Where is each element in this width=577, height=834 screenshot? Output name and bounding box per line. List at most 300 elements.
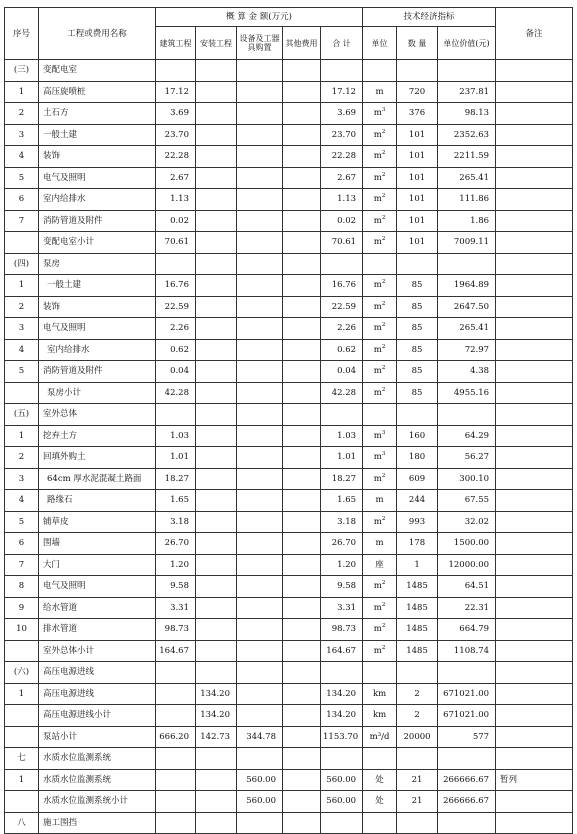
- row-name: 挖弃土方: [39, 425, 156, 447]
- unit-value-cell: 98.13: [438, 103, 496, 125]
- empty-cell: [283, 748, 321, 770]
- row-name: 土石方: [39, 103, 156, 125]
- qty-cell: 376: [397, 103, 438, 125]
- row-number: [5, 640, 39, 662]
- building-cell: 2.26: [156, 318, 196, 340]
- row-name: 一般土建: [39, 124, 156, 146]
- unit-value-cell: 300.10: [438, 468, 496, 490]
- install-cell: [196, 511, 237, 533]
- remark-cell: [496, 640, 573, 662]
- qty-cell: 101: [397, 189, 438, 211]
- building-cell: [156, 791, 196, 813]
- other-cell: [283, 382, 321, 404]
- total-cell: 1.65: [321, 490, 363, 512]
- total-cell: 1153.70: [321, 726, 363, 748]
- row-name: 室外总体小计: [39, 640, 156, 662]
- unit-cell: [363, 124, 397, 146]
- unit-exponent: 2: [381, 236, 386, 243]
- remark-cell: 暂列: [496, 769, 573, 791]
- building-cell: 164.67: [156, 640, 196, 662]
- table-row: [5, 597, 573, 619]
- building-cell: 0.04: [156, 361, 196, 383]
- row-number: 七: [5, 748, 39, 770]
- remark-cell: [496, 232, 573, 254]
- building-cell: 16.76: [156, 275, 196, 297]
- table-row: [5, 640, 573, 662]
- total-cell: 3.69: [321, 103, 363, 125]
- row-name: 高压旋喷桩: [39, 81, 156, 103]
- remark-cell: [496, 167, 573, 189]
- empty-cell: [321, 253, 363, 275]
- equip-cell: [237, 167, 283, 189]
- row-number: 6: [5, 189, 39, 211]
- install-cell: [196, 146, 237, 168]
- equip-cell: [237, 232, 283, 254]
- building-cell: 42.28: [156, 382, 196, 404]
- table-row: [5, 210, 573, 232]
- row-number: 1: [5, 81, 39, 103]
- empty-cell: [196, 60, 237, 82]
- equip-cell: [237, 146, 283, 168]
- unit-value-cell: 266666.67: [438, 791, 496, 813]
- row-number: 8: [5, 576, 39, 598]
- row-name: 水质水位监测系统: [39, 748, 156, 770]
- unit-cell: [363, 296, 397, 318]
- remark-cell: [496, 705, 573, 727]
- section-row: [5, 662, 573, 684]
- other-cell: [283, 705, 321, 727]
- unit-cell: [363, 189, 397, 211]
- install-cell: [196, 339, 237, 361]
- unit-text: m: [373, 194, 382, 205]
- table-row: [5, 705, 573, 727]
- empty-cell: [156, 748, 196, 770]
- install-cell: [196, 640, 237, 662]
- unit-value-cell: 266666.67: [438, 769, 496, 791]
- remark-cell: [496, 490, 573, 512]
- table-row: [5, 318, 573, 340]
- row-number: [5, 791, 39, 813]
- building-cell: 1.01: [156, 447, 196, 469]
- equip-cell: [237, 339, 283, 361]
- header-other: 其他费用: [283, 27, 321, 60]
- table-row: [5, 511, 573, 533]
- equip-cell: [237, 103, 283, 125]
- table-row: [5, 103, 573, 125]
- building-cell: 1.03: [156, 425, 196, 447]
- remark-cell: [496, 318, 573, 340]
- unit-cell: [363, 769, 397, 791]
- row-name: 装饰: [39, 296, 156, 318]
- unit-cell: [363, 339, 397, 361]
- row-number: 2: [5, 103, 39, 125]
- unit-text: m: [373, 387, 382, 398]
- unit-value-cell: 2352.63: [438, 124, 496, 146]
- row-number: 1: [5, 425, 39, 447]
- row-number: 5: [5, 167, 39, 189]
- building-cell: 18.27: [156, 468, 196, 490]
- header-total: 合 计: [321, 27, 363, 60]
- unit-cell: [363, 275, 397, 297]
- install-cell: [196, 275, 237, 297]
- qty-cell: 20000: [397, 726, 438, 748]
- equip-cell: [237, 81, 283, 103]
- empty-cell: [237, 748, 283, 770]
- unit-text: 处: [375, 774, 384, 785]
- row-number: 3: [5, 318, 39, 340]
- unit-cell: [363, 640, 397, 662]
- other-cell: [283, 726, 321, 748]
- row-name: 施工围挡: [39, 812, 156, 834]
- total-cell: 0.02: [321, 210, 363, 232]
- building-cell: 23.70: [156, 124, 196, 146]
- qty-cell: 609: [397, 468, 438, 490]
- qty-cell: 2: [397, 683, 438, 705]
- unit-text: m: [373, 366, 382, 377]
- unit-text: m: [373, 108, 382, 119]
- total-cell: 134.20: [321, 705, 363, 727]
- total-cell: 0.04: [321, 361, 363, 383]
- qty-cell: 21: [397, 791, 438, 813]
- row-number: 1: [5, 683, 39, 705]
- total-cell: 18.27: [321, 468, 363, 490]
- unit-exponent: 3: [381, 429, 386, 436]
- row-number: 5: [5, 361, 39, 383]
- equip-cell: [237, 597, 283, 619]
- total-cell: 3.18: [321, 511, 363, 533]
- total-cell: 2.67: [321, 167, 363, 189]
- unit-cell: [363, 361, 397, 383]
- unit-value-cell: 32.02: [438, 511, 496, 533]
- install-cell: [196, 533, 237, 555]
- row-name: 室内给排水: [39, 189, 156, 211]
- table-row: [5, 447, 573, 469]
- install-cell: [196, 619, 237, 641]
- unit-value-cell: 671021.00: [438, 705, 496, 727]
- building-cell: 0.62: [156, 339, 196, 361]
- install-cell: [196, 361, 237, 383]
- building-cell: [156, 769, 196, 791]
- row-name: 64cm 厚水泥混凝土路面: [39, 468, 156, 490]
- header-remark: 备注: [496, 8, 573, 60]
- row-name: 室外总体: [39, 404, 156, 426]
- qty-cell: 993: [397, 511, 438, 533]
- row-number: 7: [5, 554, 39, 576]
- unit-cell: [363, 382, 397, 404]
- qty-cell: 1485: [397, 640, 438, 662]
- unit-value-cell: 1.86: [438, 210, 496, 232]
- empty-cell: [321, 60, 363, 82]
- total-cell: 22.59: [321, 296, 363, 318]
- unit-text: m: [373, 215, 382, 226]
- qty-cell: 1485: [397, 597, 438, 619]
- header-building: 建筑工程: [156, 27, 196, 60]
- unit-exponent: 2: [381, 171, 386, 178]
- empty-cell: [496, 253, 573, 275]
- building-cell: 3.69: [156, 103, 196, 125]
- table-row: [5, 339, 573, 361]
- unit-value-cell: 577: [438, 726, 496, 748]
- building-cell: [156, 683, 196, 705]
- table-row: [5, 791, 573, 813]
- row-name: 排水管道: [39, 619, 156, 641]
- row-name: 电气及照明: [39, 576, 156, 598]
- unit-text: m³/d: [369, 731, 390, 742]
- equip-cell: [237, 447, 283, 469]
- unit-value-cell: 1964.89: [438, 275, 496, 297]
- other-cell: [283, 296, 321, 318]
- table-row: [5, 576, 573, 598]
- other-cell: [283, 619, 321, 641]
- empty-cell: [397, 404, 438, 426]
- remark-cell: [496, 296, 573, 318]
- qty-cell: 101: [397, 167, 438, 189]
- remark-cell: [496, 468, 573, 490]
- other-cell: [283, 167, 321, 189]
- qty-cell: 178: [397, 533, 438, 555]
- remark-cell: [496, 726, 573, 748]
- row-name: 装饰: [39, 146, 156, 168]
- row-number: [5, 232, 39, 254]
- other-cell: [283, 533, 321, 555]
- unit-exponent: 2: [381, 300, 386, 307]
- section-row: [5, 748, 573, 770]
- unit-cell: [363, 146, 397, 168]
- unit-text: km: [372, 688, 387, 699]
- total-cell: 1.20: [321, 554, 363, 576]
- install-cell: [196, 103, 237, 125]
- header-amount: 概 算 金 额(万元): [156, 8, 363, 27]
- section-row: [5, 404, 573, 426]
- unit-text: m: [373, 151, 382, 162]
- building-cell: 3.31: [156, 597, 196, 619]
- unit-value-cell: 56.27: [438, 447, 496, 469]
- table-row: [5, 361, 573, 383]
- table-row: [5, 275, 573, 297]
- empty-cell: [237, 404, 283, 426]
- building-cell: 9.58: [156, 576, 196, 598]
- empty-cell: [363, 60, 397, 82]
- building-cell: 17.12: [156, 81, 196, 103]
- unit-exponent: 3: [381, 451, 386, 458]
- equip-cell: [237, 318, 283, 340]
- row-number: 4: [5, 490, 39, 512]
- unit-text: m: [373, 323, 382, 334]
- unit-cell: [363, 318, 397, 340]
- total-cell: 560.00: [321, 791, 363, 813]
- unit-exponent: 2: [381, 193, 386, 200]
- building-cell: 22.59: [156, 296, 196, 318]
- unit-text: m: [373, 473, 382, 484]
- unit-cell: [363, 705, 397, 727]
- unit-value-cell: 64.29: [438, 425, 496, 447]
- row-number: 10: [5, 619, 39, 641]
- equip-cell: [237, 296, 283, 318]
- remark-cell: [496, 576, 573, 598]
- row-name: 回填外购土: [39, 447, 156, 469]
- empty-cell: [237, 60, 283, 82]
- empty-cell: [283, 404, 321, 426]
- equip-cell: [237, 640, 283, 662]
- row-name: 大门: [39, 554, 156, 576]
- total-cell: 0.62: [321, 339, 363, 361]
- row-name: 围墙: [39, 533, 156, 555]
- total-cell: 560.00: [321, 769, 363, 791]
- unit-exponent: 3: [381, 107, 386, 114]
- table-row: [5, 81, 573, 103]
- row-name: 消防管道及附件: [39, 210, 156, 232]
- remark-cell: [496, 382, 573, 404]
- unit-exponent: 2: [381, 386, 386, 393]
- empty-cell: [321, 662, 363, 684]
- empty-cell: [397, 662, 438, 684]
- unit-cell: [363, 511, 397, 533]
- section-row: [5, 60, 573, 82]
- row-name: 高压电源进线小计: [39, 705, 156, 727]
- unit-text: m: [373, 602, 382, 613]
- building-cell: 3.18: [156, 511, 196, 533]
- unit-cell: [363, 447, 397, 469]
- row-number: 7: [5, 210, 39, 232]
- install-cell: [196, 490, 237, 512]
- install-cell: [196, 232, 237, 254]
- install-cell: [196, 576, 237, 598]
- total-cell: 164.67: [321, 640, 363, 662]
- install-cell: [196, 124, 237, 146]
- unit-exponent: 2: [381, 365, 386, 372]
- empty-cell: [196, 662, 237, 684]
- unit-cell: [363, 576, 397, 598]
- install-cell: [196, 554, 237, 576]
- unit-text: m: [373, 237, 382, 248]
- unit-text: m: [373, 129, 382, 140]
- row-name: 路缘石: [39, 490, 156, 512]
- install-cell: [196, 318, 237, 340]
- install-cell: [196, 425, 237, 447]
- unit-text: m: [373, 301, 382, 312]
- building-cell: 2.67: [156, 167, 196, 189]
- qty-cell: 1485: [397, 619, 438, 641]
- row-name: 水质水位监测系统小计: [39, 791, 156, 813]
- total-cell: 26.70: [321, 533, 363, 555]
- empty-cell: [321, 748, 363, 770]
- unit-value-cell: 4955.16: [438, 382, 496, 404]
- row-name: 铺草皮: [39, 511, 156, 533]
- qty-cell: 85: [397, 275, 438, 297]
- unit-text: m: [373, 172, 382, 183]
- table-row: [5, 619, 573, 641]
- unit-exponent: 2: [381, 580, 386, 587]
- empty-cell: [156, 253, 196, 275]
- unit-cell: [363, 683, 397, 705]
- qty-cell: 244: [397, 490, 438, 512]
- total-cell: 22.28: [321, 146, 363, 168]
- install-cell: 134.20: [196, 683, 237, 705]
- unit-cell: [363, 468, 397, 490]
- unit-text: m: [375, 86, 384, 97]
- total-cell: 98.73: [321, 619, 363, 641]
- unit-exponent: 2: [381, 343, 386, 350]
- unit-value-cell: 664.79: [438, 619, 496, 641]
- equip-cell: [237, 490, 283, 512]
- empty-cell: [363, 748, 397, 770]
- row-number: [5, 382, 39, 404]
- unit-text: m: [373, 452, 382, 463]
- other-cell: [283, 318, 321, 340]
- qty-cell: 2: [397, 705, 438, 727]
- total-cell: 3.31: [321, 597, 363, 619]
- header-equip: 设备及工器具购置: [237, 27, 283, 60]
- equip-cell: [237, 554, 283, 576]
- unit-value-cell: 2211.59: [438, 146, 496, 168]
- row-number: 1: [5, 275, 39, 297]
- building-cell: 26.70: [156, 533, 196, 555]
- row-number: 1: [5, 769, 39, 791]
- remark-cell: [496, 210, 573, 232]
- remark-cell: [496, 511, 573, 533]
- table-row: [5, 490, 573, 512]
- building-cell: 666.20: [156, 726, 196, 748]
- row-number: (四): [5, 253, 39, 275]
- empty-cell: [196, 253, 237, 275]
- other-cell: [283, 232, 321, 254]
- remark-cell: [496, 361, 573, 383]
- unit-text: 座: [375, 559, 384, 570]
- empty-cell: [156, 662, 196, 684]
- remark-cell: [496, 275, 573, 297]
- install-cell: [196, 210, 237, 232]
- unit-exponent: 2: [381, 472, 386, 479]
- qty-cell: 101: [397, 210, 438, 232]
- unit-text: m: [373, 516, 382, 527]
- other-cell: [283, 447, 321, 469]
- building-cell: 70.61: [156, 232, 196, 254]
- unit-value-cell: 72.97: [438, 339, 496, 361]
- row-number: 4: [5, 146, 39, 168]
- row-name: 变配电室: [39, 60, 156, 82]
- row-number: 5: [5, 511, 39, 533]
- install-cell: 134.20: [196, 705, 237, 727]
- other-cell: [283, 511, 321, 533]
- equip-cell: [237, 468, 283, 490]
- header-install: 安装工程: [196, 27, 237, 60]
- row-name: 给水管道: [39, 597, 156, 619]
- unit-value-cell: 671021.00: [438, 683, 496, 705]
- estimate-table: [4, 7, 573, 834]
- unit-exponent: 2: [381, 214, 386, 221]
- equip-cell: [237, 189, 283, 211]
- row-number: 3: [5, 468, 39, 490]
- unit-text: m: [373, 344, 382, 355]
- unit-cell: [363, 103, 397, 125]
- row-name: 水质水位监测系统: [39, 769, 156, 791]
- row-name: 泵房小计: [39, 382, 156, 404]
- empty-cell: [196, 404, 237, 426]
- table-row: [5, 146, 573, 168]
- equip-cell: [237, 210, 283, 232]
- qty-cell: 101: [397, 146, 438, 168]
- qty-cell: 85: [397, 296, 438, 318]
- unit-exponent: 2: [381, 623, 386, 630]
- table-row: [5, 124, 573, 146]
- other-cell: [283, 361, 321, 383]
- install-cell: [196, 296, 237, 318]
- empty-cell: [397, 60, 438, 82]
- qty-cell: 101: [397, 124, 438, 146]
- install-cell: [196, 189, 237, 211]
- remark-cell: [496, 554, 573, 576]
- row-number: [5, 705, 39, 727]
